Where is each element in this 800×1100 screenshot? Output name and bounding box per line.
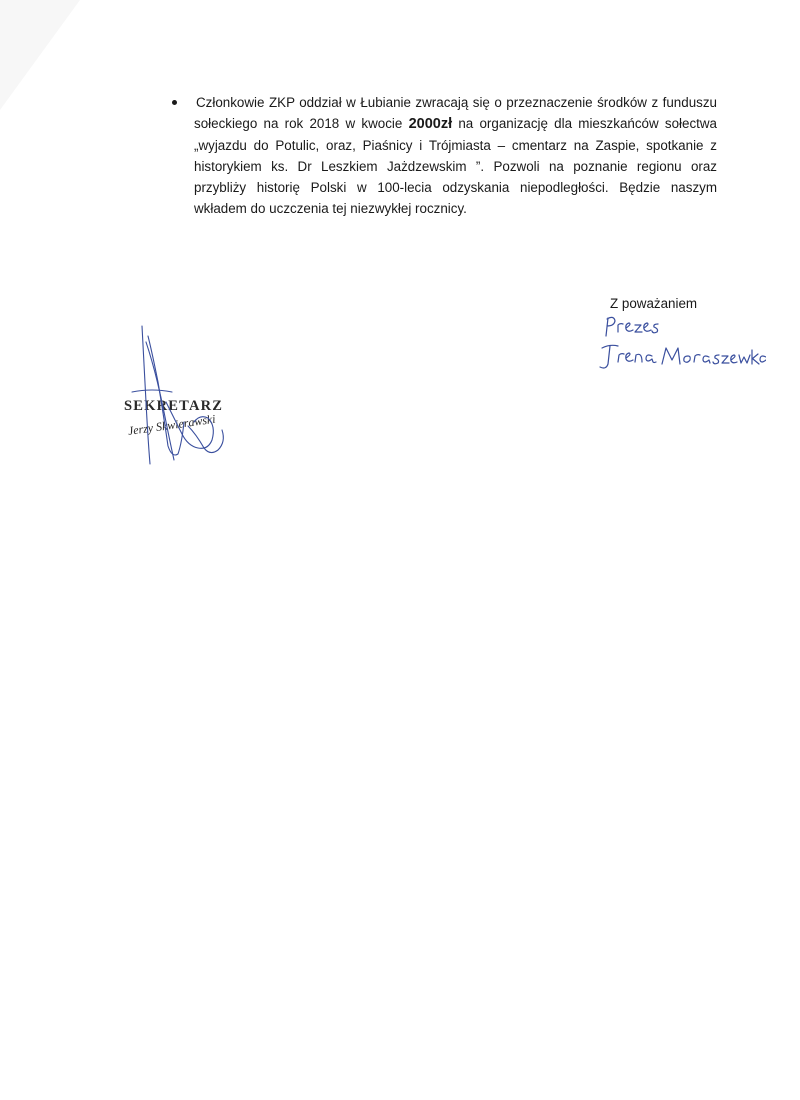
paragraph: [194, 92, 717, 219]
scan-shadow: [0, 0, 80, 110]
secretary-stamp: [112, 322, 252, 472]
stamp-title: SEKRETARZ: [124, 398, 224, 414]
bullet-item: [172, 92, 717, 219]
paragraph-line: Członkowie ZKP oddział w Łubianie zwracają się o przeznaczenie środków z funduszu: [196, 95, 717, 110]
amount: 2000zł: [408, 116, 453, 132]
stamp-name: Jerzy Skwierawski: [126, 411, 217, 438]
paragraph-line: wkładem do uczczenia tej niezwykłej rocznicy.: [194, 201, 467, 216]
paragraph-line: „wyjazdu do Potulic, oraz, Piaśnicy i Trójmiasta – cmentarz na Zaspie, spotkanie z: [194, 138, 717, 153]
closing-greeting: Z poważaniem: [610, 296, 698, 311]
handwritten-signature-left: [112, 322, 252, 472]
bullet-icon: [172, 100, 177, 105]
paragraph-line: przybliży historię Polski w 100-lecia odzyskania niepodległości. Będzie naszym: [194, 180, 717, 195]
paragraph-line: historykiem ks. Dr Leszkiem Jażdzewskim ”. Pozwoli na poznanie regionu oraz: [194, 159, 717, 174]
handwritten-signature-right: [596, 312, 766, 382]
paragraph-line: sołeckiego na rok 2018 w kwocie 2000zł na organizację dla mieszkańców sołectwa: [194, 116, 717, 132]
